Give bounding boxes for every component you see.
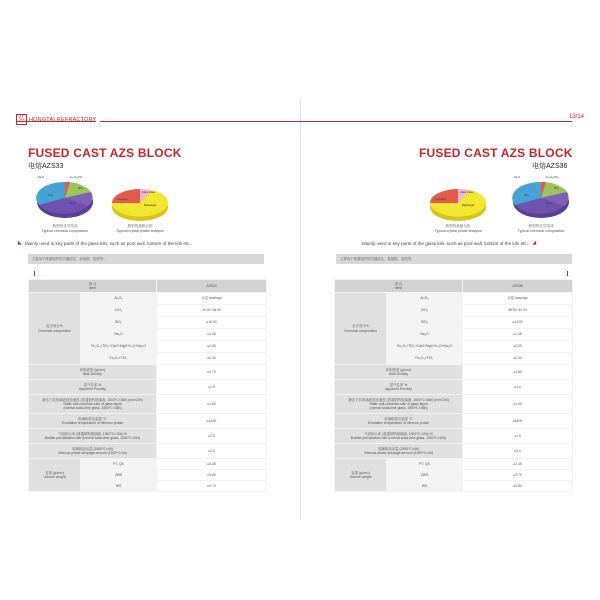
bubble-en: Bubble precipitation rate (normal soda-lime glass, 1300℃×10h) — [44, 436, 141, 440]
table-row — [335, 459, 573, 470]
pie-label-fe2o3: Fe₂O₃+TiO₂ — [70, 176, 83, 179]
bullet-icon: ◢ — [532, 240, 537, 246]
row-label: WS — [81, 481, 157, 492]
density-en: Bulk Density — [389, 372, 408, 376]
porosity-en: Apparent Porosity — [385, 387, 412, 391]
density-en: Bulk Density — [83, 372, 102, 376]
row-value: ≤0.30 — [463, 353, 573, 365]
chem-cn: 化学成分% — [352, 324, 369, 329]
table-header-row — [335, 280, 573, 293]
row-value: ≤1.45 — [463, 329, 573, 341]
seepage-cn: 玻璃相渗出量 (1500℃×4h) — [378, 446, 419, 451]
exudation-label — [29, 414, 157, 429]
table-row — [29, 365, 267, 380]
porosity-en: Apparent Porosity — [79, 387, 106, 391]
row-value: ≤14.00 — [463, 317, 573, 329]
volume-group — [29, 459, 81, 492]
right-pie-chemical — [506, 172, 576, 222]
pie-label-al2o3: Al₂O₃ — [546, 202, 552, 205]
row-value: ≤3.0 — [463, 444, 573, 459]
row-value: 35.00~40.00 — [463, 305, 573, 317]
left-pie1-caption — [30, 224, 100, 233]
table-row — [335, 293, 573, 305]
right-pie2-caption — [506, 224, 576, 233]
row-label: SiO₂ — [387, 317, 463, 329]
table-row — [29, 444, 267, 459]
density-cn: 体积密度 (g/cm³) — [385, 367, 412, 372]
row-label: PT, QX — [81, 459, 157, 470]
chem-cn: 化学成分% — [46, 324, 63, 329]
left-title: FUSED CAST AZS BLOCK — [28, 146, 182, 160]
head-item — [335, 280, 463, 293]
right-pie-phase — [426, 184, 490, 224]
head-item-en: Item — [395, 286, 402, 290]
corrosion-cn: 静态下抗玻璃液侵蚀速度 (普通钠钙玻璃液, 1500℃×36h) (mm/24h) — [42, 397, 143, 402]
density-label — [29, 365, 157, 380]
volume-group — [335, 459, 387, 492]
pie-label-baddeleyite: Baddeleyite — [462, 204, 475, 207]
volume-en: Volume weight — [349, 475, 372, 479]
table-row — [29, 459, 267, 470]
row-label: ZrO₂ — [387, 305, 463, 317]
seepage-label — [335, 444, 463, 459]
bullet-icon: ◣ — [18, 240, 22, 246]
pie-label-zro2: ZrO₂ — [524, 194, 530, 197]
exudation-cn: 玻璃相析出温度 ℃ — [384, 416, 413, 421]
row-value: ≤16.00 — [157, 317, 267, 329]
header-rule — [100, 121, 572, 122]
corrosion-en2: (normal soda-lime glass, 1500℃×36h) — [63, 406, 122, 411]
table-row — [29, 414, 267, 429]
left-pie2-caption-cn: 典型的晶相分析 — [127, 224, 153, 228]
pie-label-corundum: Corundum — [117, 198, 129, 201]
density-label — [335, 365, 463, 380]
row-value: ≥3.70 — [157, 365, 267, 380]
row-value: ≤0.30 — [157, 353, 267, 365]
row-value: ≤2.0 — [157, 429, 267, 444]
right-pie2-caption-cn: 典型的化学组成 — [528, 224, 554, 228]
right-red-tick — [567, 271, 568, 276]
left-pie-phase — [108, 184, 172, 224]
right-pie2-caption-en: Typical chemical composition — [517, 228, 565, 233]
seepage-en: Vitreous phase seepage amount (1500℃×4h) — [363, 451, 434, 455]
head-item — [29, 280, 157, 293]
table-row — [335, 365, 573, 380]
left-usage — [18, 240, 192, 246]
pie-label-al2o3: Al₂O₃ — [70, 202, 76, 205]
row-label: Na₂O — [81, 329, 157, 341]
row-value: ≥3.45 — [157, 459, 267, 470]
row-value: ≤2.00 — [157, 341, 267, 353]
table-row — [29, 395, 267, 414]
right-usage — [362, 240, 536, 246]
row-value: ≤1.50 — [463, 395, 573, 414]
table-row — [335, 395, 573, 414]
left-usage-cn: 主要用于玻璃窑炉的关键部位，如池壁、窑底等。 — [28, 254, 264, 264]
pie-label-sio2: SiO₂ — [554, 187, 559, 190]
head-item-en: Item — [89, 286, 96, 290]
row-label: ZWS — [387, 470, 463, 481]
bubble-label — [29, 429, 157, 444]
pie-label-sio2: SiO₂ — [78, 187, 83, 190]
row-label: Al₂O₃ — [81, 293, 157, 305]
corrosion-label — [335, 395, 463, 414]
row-value: ≤1.60 — [157, 395, 267, 414]
chem-group — [335, 293, 387, 365]
table-row — [335, 444, 573, 459]
pie-label-glass: Glass phase — [142, 191, 156, 194]
row-label: Fe₂O₃+TiO₂ — [387, 353, 463, 365]
row-value: ≥3.70 — [463, 470, 573, 481]
row-label: Fe₂O₃+TiO₂ — [81, 353, 157, 365]
head-value: AZS33 — [157, 280, 267, 293]
left-pie-chemical — [30, 172, 100, 222]
right-pie1-caption-en: Typical crystal phase analysis — [434, 228, 482, 233]
seepage-en: Vitreous phase seepage amount (1500℃×4h) — [57, 451, 128, 455]
bubble-cn: 气泡析出率 (普通钠钙玻璃液, 1300℃×10h) % — [364, 431, 433, 436]
corrosion-en1: Static anti-corrosion rate of glass liquid — [369, 401, 428, 406]
corrosion-label — [29, 395, 157, 414]
row-value: 余量 leavings — [157, 293, 267, 305]
right-pie1-caption-cn: 典型的晶相分析 — [445, 224, 471, 228]
row-label: Al₂O₃ — [387, 293, 463, 305]
row-value: ≥3.70 — [157, 481, 267, 492]
right-usage-en: Mainly used in key parts of the glass kiln, such as pool wall, bottom of the kiln etc.. — [362, 240, 530, 246]
volume-cn: 容重 (g/cm³) — [45, 470, 64, 475]
row-label: ZWS — [81, 470, 157, 481]
brand-name: HONGTAI REFRACTORY — [29, 116, 97, 123]
left-pie1-caption-cn: 典型的化学组成 — [52, 224, 78, 228]
corrosion-cn: 静态下抗玻璃液侵蚀速度 (普通钠钙玻璃液, 1500℃×36h) (mm/24h) — [348, 397, 449, 402]
corrosion-en1: Static anti-corrosion rate of glass liquid — [63, 401, 122, 406]
pie-label-baddeleyite: Baddeleyite — [144, 204, 157, 207]
row-value: ≥1400 — [463, 414, 573, 429]
table-row — [335, 414, 573, 429]
chem-en: Chemical composition — [343, 328, 378, 333]
porosity-cn: 显气孔率 % — [389, 382, 408, 387]
left-subtitle: 电熔AZS33 — [28, 163, 64, 170]
table-row — [29, 429, 267, 444]
row-value: 32.00~36.00 — [157, 305, 267, 317]
row-value: ≥3.60 — [157, 470, 267, 481]
right-title: FUSED CAST AZS BLOCK — [419, 146, 573, 160]
pie-label-corundum: Corundum — [435, 198, 447, 201]
row-label: WS — [387, 481, 463, 492]
table-row — [335, 380, 573, 395]
row-value: ≥3.80 — [463, 365, 573, 380]
page-gutter — [300, 100, 301, 520]
table-row — [29, 380, 267, 395]
volume-en: Volume weight — [43, 475, 66, 479]
right-pie1-caption — [422, 224, 494, 233]
exudation-en: Exudation temperature of vitreous phase — [367, 421, 430, 425]
density-cn: 体积密度 (g/cm³) — [79, 367, 106, 372]
bubble-cn: 气泡析出率 (普通钠钙玻璃液, 1300℃×10h) % — [58, 431, 127, 436]
bubble-label — [335, 429, 463, 444]
left-pie2-caption-en: Typical crystal phase analysis — [116, 228, 164, 233]
pie-label-na2o: Na₂O — [514, 176, 520, 179]
row-label: Na₂O — [387, 329, 463, 341]
porosity-label — [335, 380, 463, 395]
row-value: ≤1.45 — [157, 329, 267, 341]
pie-label-fe2o3: Fe₂O₃+TiO₂ — [546, 176, 559, 179]
exudation-cn: 玻璃相析出温度 ℃ — [78, 416, 107, 421]
chem-group — [29, 293, 81, 365]
row-label: ZrO₂ — [81, 305, 157, 317]
exudation-en: Exudation temperature of vitreous phase — [61, 421, 124, 425]
porosity-cn: 显气孔率 % — [83, 382, 102, 387]
row-label: Fe₂O₃+TiO₂+CaO+MgO+K₂O+Na₂O — [81, 341, 157, 353]
exudation-label — [335, 414, 463, 429]
row-value: ≥1400 — [157, 414, 267, 429]
table-row — [335, 429, 573, 444]
left-usage-en: Mainly used in key parts of the glass kiln, such as pool wall, bottom of the kiln etc.. — [24, 240, 193, 246]
row-value: ≤2.0 — [157, 444, 267, 459]
porosity-label — [29, 380, 157, 395]
table-row — [29, 293, 267, 305]
brand — [16, 114, 96, 125]
seepage-cn: 玻璃相渗出量 (1500℃×4h) — [72, 446, 113, 451]
pie-label-glass: Glass phase — [460, 191, 474, 194]
head-value: AZS36 — [463, 280, 573, 293]
row-value: ≤2.00 — [463, 341, 573, 353]
row-value: 余量 leavings — [463, 293, 573, 305]
head-item-cn: 项 目 — [394, 281, 403, 286]
right-subtitle: 电熔AZS36 — [532, 163, 568, 170]
row-label: Fe₂O₃+TiO₂+CaO+MgO+K₂O+Na₂O — [387, 341, 463, 353]
pie-label-zro2: ZrO₂ — [48, 194, 54, 197]
bubble-en: Bubble precipitation rate (normal soda-lime glass, 1300℃×10h) — [350, 436, 447, 440]
corrosion-en2: (normal soda-lime glass, 1500℃×36h) — [369, 406, 428, 411]
left-red-tick — [34, 271, 35, 276]
left-spec-table — [28, 279, 267, 492]
head-item-cn: 项 目 — [88, 281, 97, 286]
left-pie2-caption — [104, 224, 176, 233]
left-pie1-caption-en: Typical chemical composition — [41, 228, 89, 233]
row-label: SiO₂ — [81, 317, 157, 329]
pie-label-na2o: Na₂O — [38, 176, 44, 179]
right-spec-table — [334, 279, 573, 492]
row-value: ≤1.5 — [463, 429, 573, 444]
row-value: ≤1.0 — [463, 380, 573, 395]
row-label: PT, QX — [387, 459, 463, 470]
volume-cn: 容重 (g/cm³) — [351, 470, 370, 475]
brand-logo-icon: 弘 — [16, 114, 27, 125]
row-value: ≥3.80 — [463, 481, 573, 492]
table-header-row — [29, 280, 267, 293]
page-number: 13/14 — [568, 114, 584, 120]
chem-en: Chemical composition — [37, 328, 72, 333]
seepage-label — [29, 444, 157, 459]
right-usage-cn: 主要用于玻璃窑炉的关键部位，如池壁、窑底等。 — [336, 254, 572, 264]
row-value: ≤1.5 — [157, 380, 267, 395]
row-value: ≥3.45 — [463, 459, 573, 470]
